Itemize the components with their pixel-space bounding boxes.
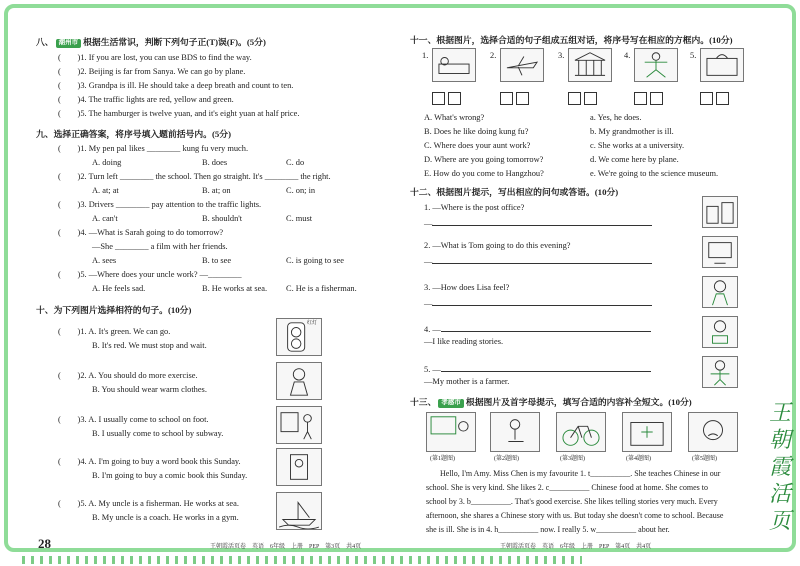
s9-question: ( )4. —What is Sarah going to do tomorrow? [58, 228, 224, 237]
answer-box[interactable] [432, 92, 445, 105]
answer-box[interactable] [584, 92, 597, 105]
answer-box[interactable] [716, 92, 729, 105]
tv-picture [702, 236, 738, 268]
s10-option-b: B. You should wear warm clothes. [92, 385, 207, 394]
s10-option-b: B. I usually come to school by subway. [92, 429, 224, 438]
s11-answer: d. We come here by plane. [590, 155, 679, 164]
s11-num: 1. [422, 51, 429, 60]
hospital-picture [622, 412, 672, 452]
s11-question: C. Where does your aunt work? [424, 141, 531, 150]
s9-option: A. doing [92, 158, 122, 167]
answer-box[interactable] [634, 92, 647, 105]
s9-option: C. must [286, 214, 313, 223]
section-12-title: 十二、根据图片提示，写出相应的问句或答语。(10分) [410, 187, 619, 197]
s9-option: B. He works at sea. [202, 284, 268, 293]
s11-num: 4. [624, 51, 631, 60]
answer-box[interactable] [568, 92, 581, 105]
s9-option: A. sees [92, 256, 117, 265]
s10-option-a: ( )4. A. I'm going to buy a word book this Sunday. [58, 457, 241, 466]
s9-option: B. shouldn't [202, 214, 243, 223]
s10-option-b: B. I'm going to buy a comic book this Sunday. [92, 471, 248, 480]
s8-item: ( )5. The hamburger is twelve yuan, and it's eight yuan at half price. [58, 109, 300, 118]
worried-girl-picture [688, 412, 738, 452]
s10-option-a: ( )5. A. My uncle is a fisherman. He works at sea. [58, 499, 239, 508]
red-light-label: 红灯 [307, 321, 318, 326]
s9-option: A. can't [92, 214, 118, 223]
s8-item: ( )4. The traffic lights are red, yellow and green. [58, 95, 234, 104]
s9-question: ( )3. Drivers ________ pay attention to the traffic lights. [58, 200, 262, 209]
answer-box[interactable] [448, 92, 461, 105]
s8-item: ( )2. Beijing is far from Sanya. We can go by plane. [58, 67, 246, 76]
s9-question: ( )5. —Where does your uncle work? —________ [58, 270, 242, 279]
s9-option: B. at; on [202, 186, 231, 195]
lisa-picture [702, 276, 738, 308]
s12-question-line[interactable]: 4. — [424, 324, 651, 334]
s12-answer-line[interactable]: — [424, 256, 652, 266]
s12-line: 3. —How does Lisa feel? [424, 283, 510, 292]
s11-answer: b. My grandmother is ill. [590, 127, 674, 136]
s9-option: B. does [202, 158, 228, 167]
passage-line: afternoon, she shares a Chinese story with us. But today she doesn't come to school. Because [426, 511, 724, 520]
s9-option: A. at; at [92, 186, 119, 195]
picture-caption: (第5题图) [692, 456, 717, 462]
region-tag: 潮州市 [56, 39, 82, 48]
s12-answer-line[interactable]: — [424, 298, 652, 308]
answer-box[interactable] [650, 92, 663, 105]
page-number: 28 [38, 536, 51, 551]
farmer-picture [702, 356, 738, 388]
s12-line: —I like reading stories. [424, 337, 504, 346]
s11-question: E. How do you come to Hangzhou? [424, 169, 544, 178]
science-museum-picture [700, 48, 744, 82]
airplane-picture [500, 48, 544, 82]
s9-option: C. on; in [286, 186, 316, 195]
post-office-picture [702, 196, 738, 228]
comic-book-picture [276, 448, 322, 486]
passage-line: she is ill. She is in 4. h__________ now. I really 5. w__________ about her. [426, 525, 670, 534]
s11-answer: a. Yes, he does. [590, 113, 642, 122]
fisherman-picture [276, 492, 322, 530]
walking-to-school-picture [276, 406, 322, 444]
cooking-picture [490, 412, 540, 452]
s11-answer: e. We're going to the science museum. [590, 169, 719, 178]
section-13-title: 十三、 孝感市 根据图片及首字母提示，填写合适的内容补全短文。(10分) [410, 397, 692, 407]
s9-option: B. to see [202, 256, 232, 265]
s10-option-a: ( )3. A. I usually come to school on foot. [58, 415, 209, 424]
cold-boy-picture [276, 362, 322, 400]
s9-option: C. do [286, 158, 305, 167]
section-10-title: 十、为下列图片选择相符的句子。(10分) [36, 305, 192, 315]
answer-box[interactable] [700, 92, 713, 105]
picture-caption: (第3题图) [560, 456, 585, 462]
s12-line: 2. —What is Tom going to do this evening? [424, 241, 571, 250]
traffic-light-picture [276, 318, 322, 356]
passage-line: Hello, I'm Amy. Miss Chen is my favourite 1. t__________. She teaches Chinese in our [440, 469, 721, 478]
s10-option-a: ( )1. A. It's green. We can go. [58, 327, 171, 336]
s12-question-line[interactable]: 5. — [424, 364, 651, 374]
answer-box[interactable] [500, 92, 513, 105]
s10-option-a: ( )2. A. You should do more exercise. [58, 371, 198, 380]
university-picture [568, 48, 612, 82]
s10-option-b: B. My uncle is a coach. He works in a gym. [92, 513, 239, 522]
kung-fu-picture [634, 48, 678, 82]
picture-caption: (第2题图) [494, 456, 519, 462]
picture-caption: (第1题图) [430, 456, 455, 462]
s8-item: ( )3. Grandpa is ill. He should take a deep breath and count to ten. [58, 81, 294, 90]
picture-caption: (第4题图) [626, 456, 651, 462]
dotted-border [22, 556, 582, 564]
s9-option: C. is going to see [286, 256, 344, 265]
reading-boy-picture [702, 316, 738, 348]
teacher-picture [426, 412, 476, 452]
s10-option-b: B. It's red. We must stop and wait. [92, 341, 207, 350]
s11-question: B. Does he like doing kung fu? [424, 127, 529, 136]
s9-option: A. He feels sad. [92, 284, 146, 293]
passage-line: school by 3. b__________. That's good exercise. She likes telling stories very much. Every [426, 497, 718, 506]
s9-question: ( )2. Turn left ________ the school. Then go straight. It's ________ the right. [58, 172, 331, 181]
s9-option: C. He is a fisherman. [286, 284, 357, 293]
ill-grandmother-picture [432, 48, 476, 82]
s11-num: 3. [558, 51, 565, 60]
s12-answer-line[interactable]: — [424, 218, 652, 228]
section-8-title: 八、 潮州市 根据生活常识，判断下列句子正(T)误(F)。(5分) [36, 37, 266, 47]
brand-logo: 王朝霞活页 [768, 401, 791, 534]
s11-question: A. What's wrong? [424, 113, 485, 122]
s9-question-line: —She ________ a film with her friends. [92, 242, 228, 251]
s11-num: 5. [690, 51, 697, 60]
footer-left: 王朝霞活页卷 英语 6年级 上册 PEP 第3页 共4页 [210, 544, 362, 550]
section-11-title: 十一、根据图片，选择合适的句子组成五组对话，将序号写在相应的方框内。(10分) [410, 35, 733, 45]
s12-line: —My mother is a farmer. [424, 377, 510, 386]
region-tag: 孝感市 [438, 399, 464, 408]
footer-right: 王朝霞活页卷 英语 6年级 上册 PEP 第4页 共4页 [500, 544, 652, 550]
s9-question: ( )1. My pen pal likes ________ kung fu very much. [58, 144, 249, 153]
s11-question: D. Where are you going tomorrow? [424, 155, 544, 164]
passage-line: school. She is very kind. She likes 2. c__________ Chinese food at home. She comes to [426, 483, 708, 492]
answer-box[interactable] [516, 92, 529, 105]
section-9-title: 九、选择正确答案，将序号填入题前括号内。(5分) [36, 129, 231, 139]
s12-line: 1. —Where is the post office? [424, 203, 525, 212]
s11-num: 2. [490, 51, 497, 60]
s8-item: ( )1. If you are lost, you can use BDS to find the way. [58, 53, 252, 62]
bicycle-picture [556, 412, 606, 452]
s11-answer: c. She works at a university. [590, 141, 685, 150]
